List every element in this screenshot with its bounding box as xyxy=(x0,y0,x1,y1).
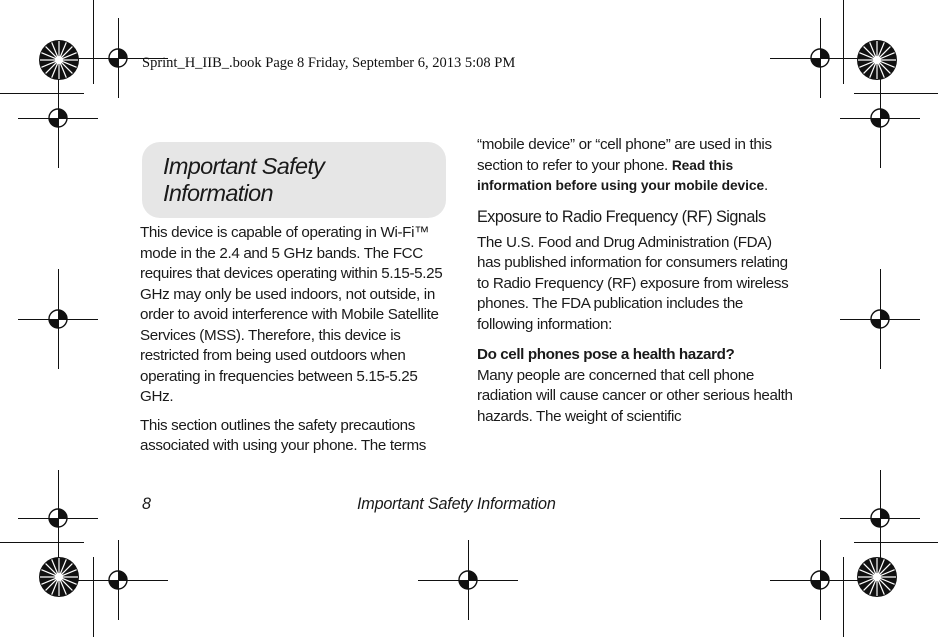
terms-paragraph xyxy=(477,135,797,197)
registration-starburst-icon xyxy=(38,556,80,598)
book-slug-header: Sprint_H_IIB_.book Page 8 Friday, September 6, 2013 5:08 PM xyxy=(142,55,516,71)
rf-subheading: Exposure to Radio Frequency (RF) Signals xyxy=(477,207,766,226)
crop-mark xyxy=(854,93,938,94)
registration-crosshair-icon xyxy=(107,47,129,69)
safety-intro-paragraph: This section outlines the safety precautions associated with using your phone. The terms xyxy=(140,416,427,454)
terms-text: “mobile device” or “cell phone” are used in this section to refer to your phone. xyxy=(477,136,772,174)
registration-crosshair-icon xyxy=(107,569,129,591)
registration-starburst-icon xyxy=(856,39,898,81)
rf-paragraph: The U.S. Food and Drug Administration (FDA) has published information for consumers relating to Radio Frequency (RF) exposure from wireless phones. The FDA publication includes the following information: xyxy=(477,233,789,333)
registration-crosshair-icon xyxy=(809,47,831,69)
registration-starburst-icon xyxy=(856,556,898,598)
left-column xyxy=(140,223,446,457)
registration-crosshair-icon xyxy=(457,569,479,591)
read-notice: Read this information before using your mobile device xyxy=(477,157,765,193)
crop-mark xyxy=(843,557,844,637)
section-title: Important Safety Information xyxy=(163,153,325,206)
crop-mark xyxy=(0,542,84,543)
wifi-paragraph: This device is capable of operating in Wi-Fi™ mode in the 2.4 and 5 GHz bands. The FCC requires that devices operating within 5.15-5.25 GHz may only be used indoors, not outside, in order to avoid interference with Mobile Satellite Services (MSS). Therefore, this device is restricted from being used outdoors when operating in frequencies between 5.15-5.25 GHz. xyxy=(140,224,443,405)
registration-crosshair-icon xyxy=(869,107,891,129)
registration-crosshair-icon xyxy=(809,569,831,591)
right-column xyxy=(477,135,797,427)
crop-mark xyxy=(854,542,938,543)
registration-starburst-icon xyxy=(38,39,80,81)
crop-mark xyxy=(93,557,94,637)
registration-crosshair-icon xyxy=(869,507,891,529)
crop-mark xyxy=(843,0,844,84)
health-hazard-paragraph: Many people are concerned that cell phone radiation will cause cancer or other serious health hazards. The weight of scientific xyxy=(477,366,793,425)
registration-crosshair-icon xyxy=(869,308,891,330)
footer-running-title: Important Safety Information xyxy=(357,495,556,513)
health-hazard-subheading: Do cell phones pose a health hazard? xyxy=(477,346,735,363)
crop-mark xyxy=(93,0,94,84)
page-number: 8 xyxy=(142,495,152,513)
registration-crosshair-icon xyxy=(47,507,69,529)
crop-mark xyxy=(0,93,84,94)
registration-crosshair-icon xyxy=(47,308,69,330)
registration-crosshair-icon xyxy=(47,107,69,129)
terms-period: . xyxy=(764,177,768,194)
section-title-banner xyxy=(142,142,446,218)
